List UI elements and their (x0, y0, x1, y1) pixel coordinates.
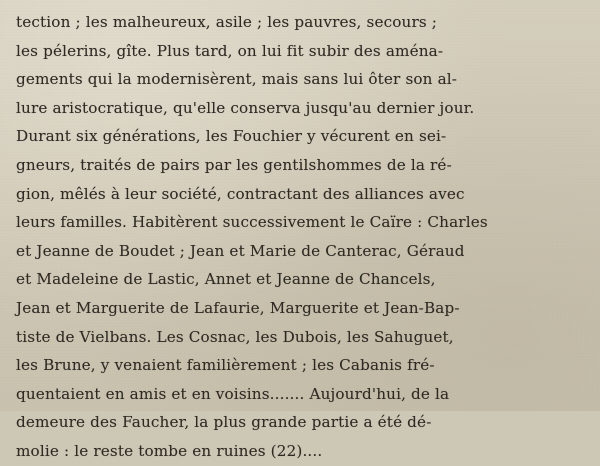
text-line: les pélerins, gîte. Plus tard, on lui fit subir des aména- (16, 41, 444, 60)
text-line: et Jeanne de Boudet ; Jean et Marie de Canterac, Géraud (16, 241, 465, 260)
text-line: Jean et Marguerite de Lafaurie, Marguerite et Jean-Bap- (16, 298, 460, 317)
text-line: gneurs, traités de pairs par les gentilshommes de la ré- (16, 155, 452, 174)
text-line: gements qui la modernisèrent, mais sans lui ôter son al- (16, 70, 458, 89)
text-line: gion, mêlés à leur société, contractant des alliances avec (16, 184, 465, 203)
text-line: leurs familles. Habitèrent successivement le Caïre : Charles (16, 213, 488, 232)
text-line-last: molie : le reste tombe en ruines (22).... (16, 441, 323, 460)
text-line: lure aristocratique, qu'elle conserva jusqu'au dernier jour. (16, 98, 475, 117)
text-line: tiste de Vielbans. Les Cosnac, les Dubois, les Sahuguet, (16, 327, 454, 346)
text-line: quentaient en amis et en voisins....... Aujourd'hui, de la (16, 384, 450, 403)
text-line: et Madeleine de Lastic, Annet et Jeanne de Chancels, (16, 270, 436, 289)
text-line: les Brune, y venaient familièrement ; les Cabanis fré- (16, 356, 435, 375)
text-line: Durant six générations, les Fouchier y vécurent en sei- (16, 127, 447, 146)
text-line: tection ; les malheureux, asile ; les pauvres, secours ; (16, 13, 438, 31)
text-line: demeure des Faucher, la plus grande partie a été dé- (16, 413, 432, 432)
page-text-block (16, 8, 586, 466)
